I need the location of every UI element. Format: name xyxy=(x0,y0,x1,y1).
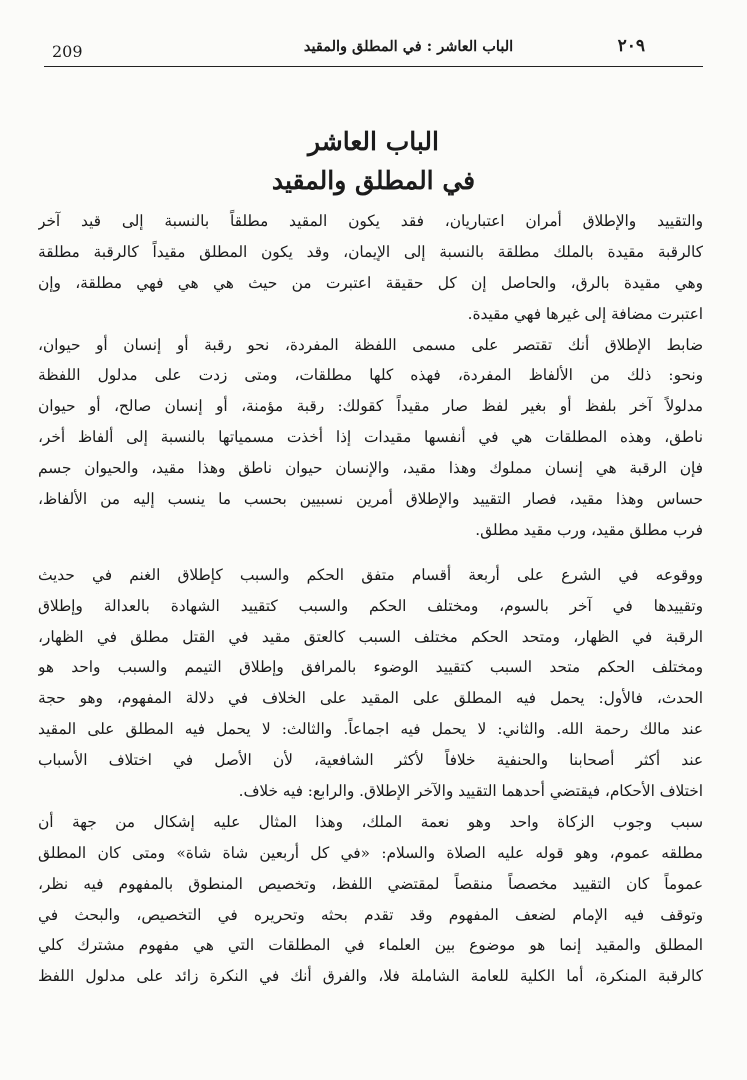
text-line: ضابط الإطلاق أنك تقتصر على مسمى اللفظة المفردة، نحو رقبة أو إنسان أو حيوان، xyxy=(38,335,703,354)
text-line: ناطق، وهذه المطلقات هي في أنفسها مقيدات إذا أخذت مسمياتها بالنسبة إلى ألفاظ أخر، xyxy=(38,428,703,447)
text-line: عموماً كان التقييد مخصصاً منقصاً لمقتضي اللفظ، وتخصيص المنطوق بالمفهوم فيه نظر، xyxy=(38,874,703,893)
text-line: كالرقبة مقيدة بالملك مطلقة بالنسبة إلى الإيمان، وقد يكون المطلق مقيداً كالرقبة مطلقة xyxy=(38,242,703,261)
text-line: الحدث، فالأول: يحمل فيه المطلق على المقيد على الخلاف في دلالة المفهوم، وهو حجة xyxy=(38,689,703,708)
page-number-arabic: ٢٠٩ xyxy=(617,36,645,56)
text-line: وتقييدها في آخر بالسوم، ومختلف الحكم والسبب كتقييد الشهادة بالعدالة وإطلاق xyxy=(38,596,703,615)
text-line: سبب وجوب الزكاة واحد وهو نعمة الملك، وهذا المثال عليه إشكال من جهة أن xyxy=(38,812,703,831)
text-line: فرب مطلق مقيد، ورب مقيد مطلق. xyxy=(475,520,703,539)
text-line: الرقبة في الظهار، ومتحد الحكم مختلف السبب كالعتق مقيد في القتل مطلق في الظهار، xyxy=(38,627,703,646)
text-line: مطلقه عموم، وهو قوله عليه الصلاة والسلام: «في كل أربعين شاة شاة» ومتى كان المطلق xyxy=(38,843,703,862)
text-line: مدلولاً آخر بلفظ أو بغير لفظ صار مقيداً كقولك: رقبة مؤمنة، أو إنسان صالح، أو حيوان xyxy=(38,397,703,416)
page-number-latin: 209 xyxy=(52,42,83,61)
page-header xyxy=(44,32,703,67)
body-text xyxy=(38,206,703,992)
running-title: الباب العاشر : في المطلق والمقيد xyxy=(303,38,514,55)
text-line: وهي مقيدة بالرق، والحاصل إن كل حقيقة اعتبرت من حيث هي هي فهي مطلقة، وإن xyxy=(38,273,703,292)
paragraph-1 xyxy=(38,206,703,330)
paragraph-3 xyxy=(38,560,703,807)
text-line: ووقوعه في الشرع على أربعة أقسام متفق الحكم والسبب كإطلاق الغنم في حديث xyxy=(38,565,703,584)
text-line: فإن الرقبة هي إنسان مملوك وهذا مقيد، والإنسان حيوان ناطق وهذا مقيد، والحيوان جسم xyxy=(38,459,703,478)
text-line: اختلاف الأحكام، فيقتضي أحدهما التقييد والآخر الإطلاق. والرابع: فيه خلاف. xyxy=(238,782,703,801)
text-line: وتوقف فيه الإمام لضعف المفهوم وقد تقدم بحثه وتحريره في التخصيص، والبحث في xyxy=(38,905,703,924)
text-line: والتقييد والإطلاق أمران اعتباريان، فقد يكون المقيد مطلقاً بالنسبة إلى قيد آخر xyxy=(38,212,703,230)
text-line: المطلق والمقيد إنما هو موضوع بين العلماء في المطلقات التي هي مفهوم مشترك كلي xyxy=(38,936,703,955)
text-line: كالرقبة المنكرة، أما الكلية للعامة الشاملة فلا، والفرق أنك في النكرة زائد على مدلول اللفظ xyxy=(38,967,703,986)
text-line: اعتبرت مضافة إلى غيرها فهي مقيدة. xyxy=(467,304,703,323)
text-line: عند أكثر أصحابنا والحنفية خلافاً لأكثر الشافعية، لأن الأصل في اختلاف الأسباب xyxy=(38,751,703,770)
paragraph-2 xyxy=(38,330,703,546)
chapter-title: الباب العاشر xyxy=(308,127,439,156)
text-line: ونحو: ذلك من الألفاظ المفردة، فهذه كلها مطلقات، ومتى زدت على مدلول اللفظة xyxy=(38,366,703,385)
text-line: عند مالك رحمة الله. والثاني: لا يحمل فيه اجماعاً. والثالث: لا يحمل فيه المطلق على المقيد xyxy=(38,720,703,739)
text-line: ومختلف الحكم متحد السبب كتقييد الوضوء بالمرافق وإطلاق التيمم والسبب واحد هو xyxy=(38,658,703,677)
paragraph-4 xyxy=(38,807,703,992)
chapter-subtitle: في المطلق والمقيد xyxy=(271,166,476,195)
text-line: حساس وهذا مقيد، فصار التقييد والإطلاق أمرين نسبيين بحسب ما ينسب إليه من الألفاظ، xyxy=(38,490,703,509)
